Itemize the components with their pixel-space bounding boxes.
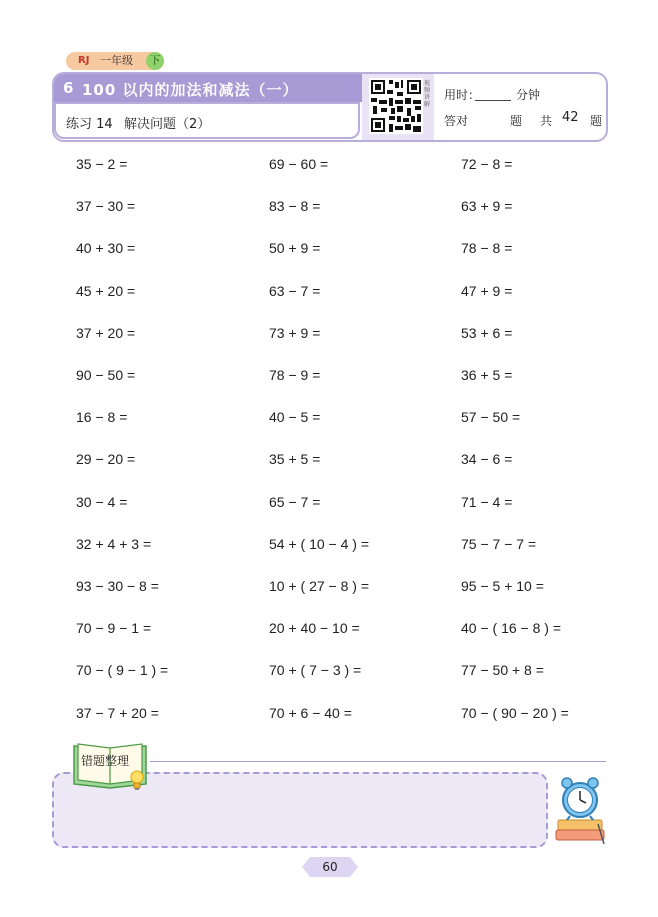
correct-unit: 题 <box>510 114 523 128</box>
problem-item: 45 + 20 = <box>76 282 136 299</box>
alarm-clock-books-icon <box>554 774 606 844</box>
chapter-number: 6 <box>63 79 74 97</box>
problem-item: 32 + 4 + 3 = <box>76 535 152 552</box>
problem-item: 70 − 9 − 1 = <box>76 620 152 637</box>
problem-item: 35 + 5 = <box>269 451 321 468</box>
correct-label: 答对 <box>444 114 469 128</box>
problem-item: 29 − 20 = <box>76 451 136 468</box>
problem-item: 50 + 9 = <box>269 240 321 257</box>
problem-item: 34 − 6 = <box>461 451 513 468</box>
time-label: 用时： <box>444 88 481 102</box>
problem-item: 75 − 7 − 7 = <box>461 535 537 552</box>
problem-item: 78 − 8 = <box>461 240 513 257</box>
qr-side-text: 视频讲解 <box>424 80 431 108</box>
problem-item: 40 + 30 = <box>76 240 136 257</box>
problem-item: 70 + ( 7 − 3 ) = <box>269 662 362 679</box>
volume-label: 下 <box>146 52 164 70</box>
grade-label: 一年级 <box>100 54 133 67</box>
problem-item: 40 − ( 16 − 8 ) = <box>461 620 562 637</box>
problem-item: 77 − 50 + 8 = <box>461 662 544 679</box>
problem-item: 53 + 6 = <box>461 324 513 341</box>
problem-item: 70 − ( 90 − 20 ) = <box>461 704 569 721</box>
problem-item: 35 − 2 = <box>76 156 128 172</box>
error-section-title: 错题整理 <box>81 754 130 768</box>
problem-item: 71 − 4 = <box>461 493 513 510</box>
problem-item: 37 + 20 = <box>76 324 136 341</box>
problem-item: 95 − 5 + 10 = <box>461 578 544 594</box>
problem-item: 69 − 60 = <box>269 156 329 172</box>
problem-item: 47 + 9 = <box>461 282 513 299</box>
problem-item: 57 − 50 = <box>461 409 521 426</box>
lightbulb-icon <box>130 770 144 792</box>
total-count: 42 <box>562 110 579 125</box>
problem-item: 20 + 40 − 10 = <box>269 620 360 637</box>
problem-item: 37 − 7 + 20 = <box>76 704 159 721</box>
chapter-title: 100 以内的加法和减法（一） <box>82 81 299 99</box>
total-suffix: 题 <box>590 114 603 128</box>
page-number: 60 <box>322 860 338 874</box>
problem-item: 70 + 6 − 40 = <box>269 704 352 721</box>
problem-item: 10 + ( 27 − 8 ) = <box>269 578 370 594</box>
total-prefix: 共 <box>540 114 553 128</box>
problem-item: 83 − 8 = <box>269 198 321 215</box>
exercise-label: 练习 14 <box>66 117 113 132</box>
problem-item: 37 − 30 = <box>76 198 136 215</box>
problem-item: 90 − 50 = <box>76 367 136 383</box>
problem-item: 30 − 4 = <box>76 493 128 510</box>
problem-item: 16 − 8 = <box>76 409 128 426</box>
problem-item: 70 − ( 9 − 1 ) = <box>76 662 169 679</box>
problem-item: 72 − 8 = <box>461 156 513 172</box>
problem-item: 63 − 7 = <box>269 282 321 299</box>
time-unit: 分钟 <box>516 88 541 102</box>
problem-item: 54 + ( 10 − 4 ) = <box>269 535 370 552</box>
problem-item: 36 + 5 = <box>461 367 513 383</box>
problem-item: 93 − 30 − 8 = <box>76 578 159 594</box>
section-divider <box>150 761 606 762</box>
problem-item: 78 − 9 = <box>269 367 321 383</box>
exercise-title: 解决问题（2） <box>124 117 211 132</box>
problem-item: 65 − 7 = <box>269 493 321 510</box>
problem-item: 40 − 5 = <box>269 409 321 426</box>
problem-item: 73 + 9 = <box>269 324 321 341</box>
publisher-label: RJ <box>78 55 90 66</box>
problem-item: 63 + 9 = <box>461 198 513 215</box>
